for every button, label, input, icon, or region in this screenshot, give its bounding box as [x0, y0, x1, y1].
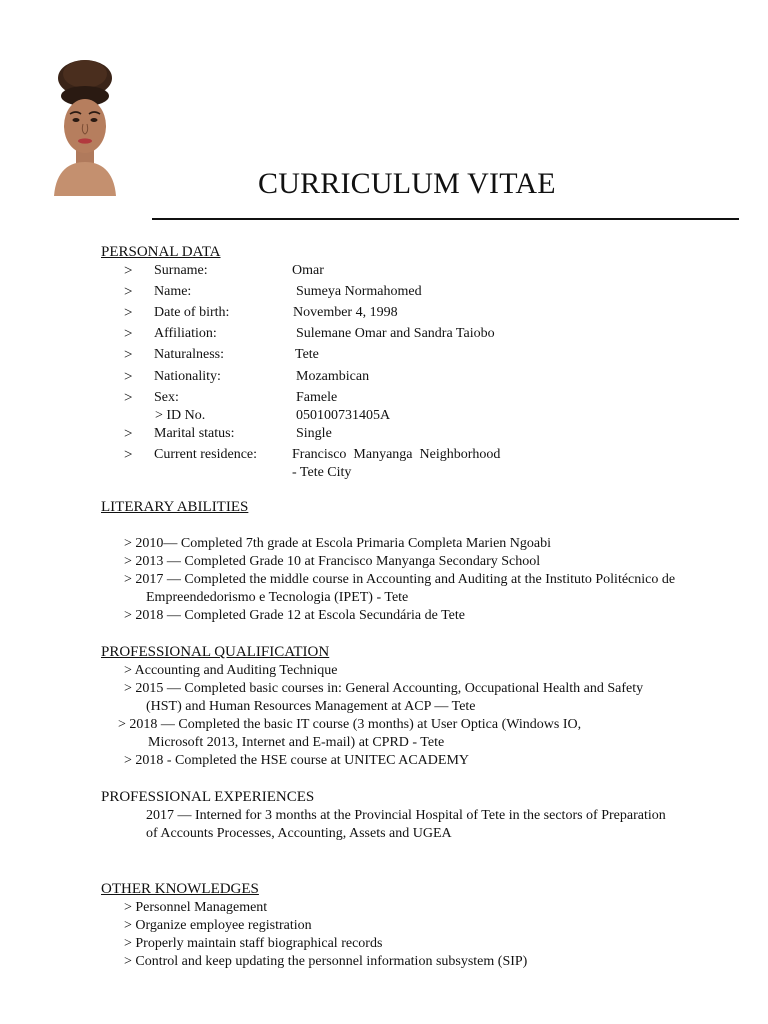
dob-value: November 4, 1998	[293, 305, 398, 320]
name-label: Name:	[154, 284, 192, 299]
list-item-continued: of Accounts Processes, Accounting, Assets and UGEA	[146, 826, 452, 841]
list-item: > 2018 — Completed the basic IT course (3 months) at User Optica (Windows IO,	[118, 717, 582, 732]
sex-value: Famele	[296, 390, 338, 405]
list-item: > 2013 — Completed Grade 10 at Francisco Manyanga Secondary School	[124, 554, 541, 569]
list-item: 2017 — Interned for 3 months at the Provincial Hospital of Tete in the sectors of Preparation	[146, 808, 666, 823]
affiliation-value: Sulemane Omar and Sandra Taiobo	[296, 326, 495, 341]
section-heading-professional-qualification: PROFESSIONAL QUALIFICATION	[101, 644, 330, 660]
title-divider	[152, 218, 739, 220]
name-value: Sumeya Normahomed	[296, 284, 422, 299]
sex-label: Sex:	[154, 390, 179, 405]
profile-photo	[52, 58, 118, 196]
section-heading-professional-experiences: PROFESSIONAL EXPERIENCES	[101, 789, 315, 805]
marital-status-value: Single	[296, 426, 332, 441]
surname-value: Omar	[292, 263, 324, 278]
bullet: >	[124, 347, 133, 363]
bullet: >	[124, 263, 133, 279]
id-label: > ID No.	[155, 408, 206, 423]
residence-label: Current residence:	[154, 447, 258, 462]
bullet: >	[124, 426, 133, 442]
residence-value: Francisco Manyanga Neighborhood	[292, 447, 501, 462]
bullet: >	[124, 369, 133, 385]
list-item-continued: (HST) and Human Resources Management at ACP — Tete	[146, 699, 476, 714]
list-item: > 2017 — Completed the middle course in Accounting and Auditing at the Instituto Politécnico de	[124, 572, 676, 587]
section-heading-literary-abilities: LITERARY ABILITIES	[101, 499, 249, 515]
list-item: > Organize employee registration	[124, 918, 312, 933]
residence-value-continued: - Tete City	[292, 465, 352, 480]
naturalness-label: Naturalness:	[154, 347, 224, 362]
bullet: >	[124, 447, 133, 463]
section-heading-personal-data: PERSONAL DATA	[101, 244, 221, 260]
id-value: 050100731405A	[296, 408, 391, 423]
bullet: >	[124, 326, 133, 342]
document-title: CURRICULUM VITAE	[258, 167, 556, 200]
bullet: >	[124, 390, 133, 406]
nationality-label: Nationality:	[154, 369, 221, 384]
list-item-continued: Microsoft 2013, Internet and E-mail) at CPRD - Tete	[148, 735, 445, 750]
list-item: > Properly maintain staff biographical records	[124, 936, 383, 951]
list-item-continued: Empreendedorismo e Tecnologia (IPET) - Tete	[146, 590, 409, 605]
dob-label: Date of birth:	[154, 305, 230, 320]
bullet: >	[124, 305, 133, 321]
list-item: > 2018 — Completed Grade 12 at Escola Secundária de Tete	[124, 608, 465, 623]
marital-status-label: Marital status:	[154, 426, 235, 441]
nationality-value: Mozambican	[296, 369, 370, 384]
affiliation-label: Affiliation:	[154, 326, 217, 341]
list-item: > Personnel Management	[124, 900, 268, 915]
surname-label: Surname:	[154, 263, 208, 278]
list-item: > 2015 — Completed basic courses in: General Accounting, Occupational Health and Safety	[124, 681, 644, 696]
list-item: > Accounting and Auditing Technique	[124, 663, 338, 678]
list-item: > 2010— Completed 7th grade at Escola Primaria Completa Marien Ngoabi	[124, 536, 552, 551]
bullet: >	[124, 284, 133, 300]
naturalness-value: Tete	[295, 347, 319, 362]
list-item: > 2018 - Completed the HSE course at UNITEC ACADEMY	[124, 753, 470, 768]
section-heading-other-knowledges: OTHER KNOWLEDGES	[101, 881, 259, 897]
list-item: > Control and keep updating the personnel information subsystem (SIP)	[124, 954, 528, 969]
